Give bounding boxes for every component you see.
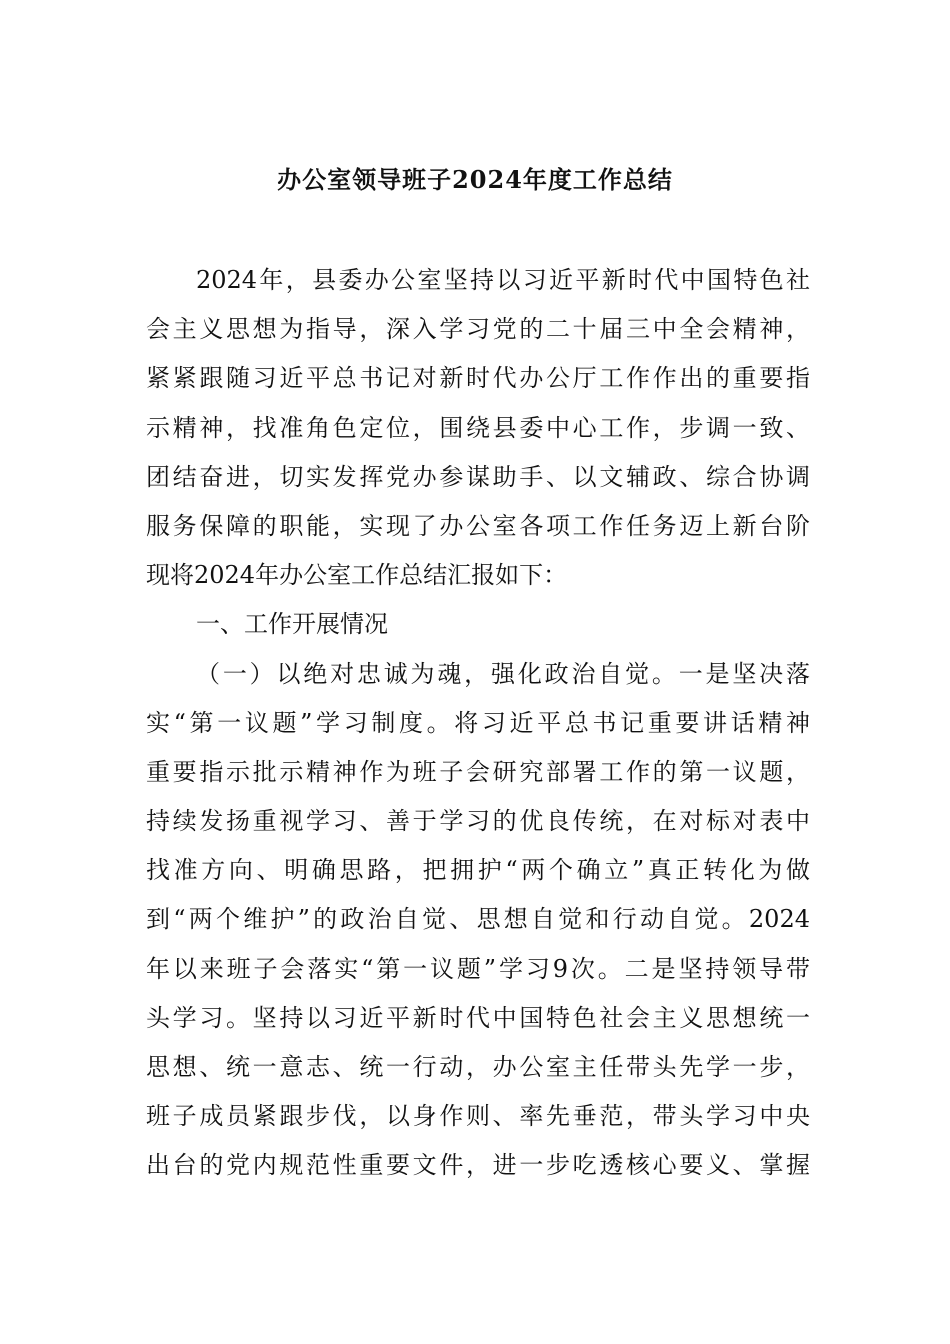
body-line: 实“第一议题”学习制度。将习近平总书记重要讲话精神 bbox=[146, 708, 810, 737]
body-line: 团结奋进，切实发挥党办参谋助手、以文辅政、综合协调 bbox=[146, 462, 810, 491]
body-line: 示精神，找准角色定位，围绕县委中心工作，步调一致、 bbox=[146, 413, 810, 442]
body-line: 年以来班子会落实“第一议题”学习9次。二是坚持领导带 bbox=[146, 954, 810, 983]
body-line: 头学习。坚持以习近平新时代中国特色社会主义思想统一 bbox=[146, 1003, 810, 1032]
body-line: 会主义思想为指导，深入学习党的二十届三中全会精神， bbox=[146, 315, 810, 344]
body-line: 服务保障的职能，实现了办公室各项工作任务迈上新台阶 bbox=[146, 511, 810, 540]
body-line: （一）以绝对忠诚为魂，强化政治自觉。一是坚决落 bbox=[196, 659, 810, 688]
body-line: 2024年，县委办公室坚持以习近平新时代中国特色社 bbox=[196, 266, 810, 294]
document-body bbox=[146, 256, 810, 1191]
body-line: 思想、统一意志、统一行动，办公室主任带头先学一步， bbox=[146, 1053, 810, 1081]
body-line: 到“两个维护”的政治自觉、思想自觉和行动自觉。2024 bbox=[146, 905, 810, 934]
body-line: 班子成员紧跟步伐，以身作则、率先垂范，带头学习中央 bbox=[146, 1102, 810, 1131]
body-line: 持续发扬重视学习、善于学习的优良传统，在对标对表中 bbox=[146, 807, 810, 836]
body-line: 出台的党内规范性重要文件，进一步吃透核心要义、掌握 bbox=[146, 1151, 810, 1180]
document-title: 办公室领导班子2024年度工作总结 bbox=[277, 165, 673, 194]
body-line: 找准方向、明确思路，把拥护“两个确立”真正转化为做 bbox=[146, 856, 810, 885]
section-heading: 一、工作开展情况 bbox=[196, 610, 388, 639]
body-line: 重要指示批示精神作为班子会研究部署工作的第一议题， bbox=[146, 757, 810, 786]
body-line: 紧紧跟随习近平总书记对新时代办公厅工作作出的重要指 bbox=[146, 364, 810, 393]
body-line: 现将2024年办公室工作总结汇报如下： bbox=[146, 561, 568, 590]
